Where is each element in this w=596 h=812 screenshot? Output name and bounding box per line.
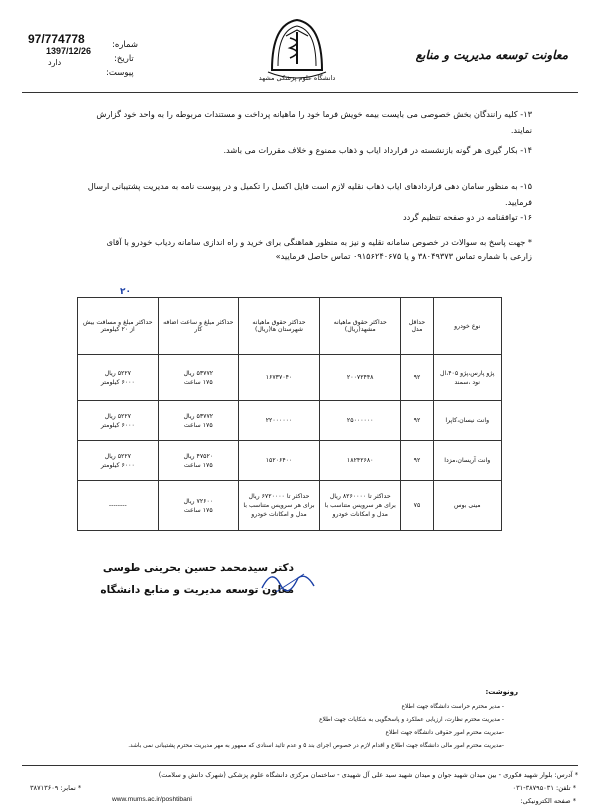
table-cell xyxy=(158,355,238,401)
footer-address: * آدرس: بلوار شهید فکوری - بین میدان شهید جوان و میدان شهید سید علی آل شهیدی - ساختمان مرکزی دانشگاه علوم پزشکی (شهرک دانش و سلامت) xyxy=(158,771,578,779)
cell-text-line: ۶۰۰۰ کیلومتر xyxy=(100,461,135,469)
cell-text-line: برای هر سرویس متناسب با xyxy=(243,502,315,509)
table-cell xyxy=(401,355,433,401)
cell-text-line: ۵۲۲۷ ریال xyxy=(104,452,131,460)
letter-date: 1397/12/26 xyxy=(46,46,92,56)
cell-text-line: مدل و امکانات خودرو xyxy=(251,511,307,518)
table-cell xyxy=(158,401,238,441)
table-cell xyxy=(433,481,501,531)
footer-website[interactable]: www.mums.ac.ir/poshtibani xyxy=(112,796,192,803)
footer-email-label: * صفحه الکترونیکی: xyxy=(520,797,576,805)
cell-text-line: ۲۲۰۰۰۰۰۰ xyxy=(265,417,293,424)
table-row xyxy=(78,481,502,531)
footer-phone: * تلفن: ۳۸۷۹۵۰۳۱-۰۳۱ xyxy=(512,784,576,792)
table-cell xyxy=(320,401,401,441)
cell-text-line: ۷۲۶۰۰ ریال xyxy=(183,497,214,505)
cc-heading: رونوشت: xyxy=(485,688,518,696)
table-cell xyxy=(78,481,159,531)
cell-text-line: پژو پارس،پژو ۴۰۵،ال نود ،سمند xyxy=(440,369,495,386)
attachment-label: پیوست: xyxy=(106,68,134,78)
cell-text-line: ۶۰۰۰ کیلومتر xyxy=(100,421,135,429)
footer-divider xyxy=(22,765,578,766)
table-cell xyxy=(433,441,501,481)
contact-note-cont: زارعی با شماره تماس ۳۸۰۴۹۳۷۳ و یا ۰۹۱۵۶۲۴۰۶۷۵ تماس حاصل فرمایید» xyxy=(275,251,532,261)
cell-text-line: برای هر سرویس متناسب با xyxy=(324,502,396,509)
signatory-title: معاون توسعه مدیریت و منابع دانشگاه xyxy=(100,584,294,596)
contact-note: * جهت پاسخ به سوالات در خصوص سامانه نقلیه و نیز به منظور هماهنگی برای خرید و راه اندازی سامانه ردیاب خودرو با آقای xyxy=(106,237,532,247)
cell-text-line: مدل و امکانات خودرو xyxy=(332,511,388,518)
cell-text-line: ۴۷۵۲۰ ریال xyxy=(183,452,214,460)
cc-item: - مدیریت محترم نظارت، ارزیابی عملکرد و پاسخگویی به شکایات جهت اطلاع xyxy=(319,717,504,723)
signatory-name: دکتر سیدمحمد حسین بحرینی طوسی xyxy=(102,562,294,574)
cell-text-line: ۱۵۲۰۶۴۰۰ xyxy=(265,457,293,464)
cell-text-line: ۹۲ xyxy=(413,417,421,424)
table-cell xyxy=(433,401,501,441)
cell-text-line: ۱۷۵ ساعت xyxy=(183,378,213,386)
table-cell xyxy=(320,355,401,401)
cell-text-line: ۵۳۷۷۲ ریال xyxy=(183,369,214,377)
table-cell xyxy=(238,355,319,401)
header-overtime: حداکثر مبلغ و ساعت اضافه کار xyxy=(158,298,238,355)
header-divider xyxy=(22,92,578,93)
table-cell xyxy=(238,441,319,481)
vehicle-rate-table xyxy=(77,297,502,531)
table-cell xyxy=(158,481,238,531)
table-cell xyxy=(433,355,501,401)
header-salary-mashhad: حداکثر حقوق ماهیانه مشهد(ریال) xyxy=(320,298,401,355)
cell-text-line: ۶۰۰۰ کیلومتر xyxy=(100,378,135,386)
header-distance: حداکثر مبلغ و مسافت بیش از ۲۰ کیلومتر xyxy=(78,298,159,355)
table-cell xyxy=(78,441,159,481)
cell-text-line: ۹۲ xyxy=(413,457,421,464)
item-15: ۱۵- به منظور سامان دهی قراردادهای ایاب ذهاب نقلیه لازم است فایل اکسل را تکمیل و در پیوست نامه به مدیریت پشتیبانی ارسال xyxy=(87,181,532,191)
table-row xyxy=(78,441,502,481)
cell-text-line: ۵۲۲۷ ریال xyxy=(104,412,131,420)
table-row xyxy=(78,355,502,401)
table-handwritten-note: ۲۰ xyxy=(120,287,131,297)
table-cell xyxy=(320,441,401,481)
item-13-cont: نمایند. xyxy=(510,125,532,135)
cell-text-line: ۱۷۵ ساعت xyxy=(183,506,213,514)
cell-text-line: ۹۲ xyxy=(413,374,421,381)
footer-fax: * نمابر: ۳۸۷۱۳۶۰۹ xyxy=(30,784,82,792)
table-cell xyxy=(401,401,433,441)
header-min-model: حداقل مدل xyxy=(401,298,433,355)
cell-text-line: وانت آریسان،مزدا xyxy=(444,457,491,464)
cell-text-line: حداکثر تا ۶۷۲۰۰۰۰ ریال xyxy=(248,493,310,500)
item-16: ۱۶- توافقنامه در دو صفحه تنظیم گردد xyxy=(402,212,532,222)
table-cell xyxy=(320,481,401,531)
cell-text-line: -------- xyxy=(108,502,127,509)
item-13: ۱۳- کلیه رانندگان بخش خصوصی می بایست بیمه خویش فرما خود را ماهیانه پرداخت و مستندات مربوطه را به واحد خود گزارش xyxy=(96,109,532,119)
cell-text-line: ۱۷۵ ساعت xyxy=(183,421,213,429)
cc-item: -مدیریت محترم امور مالی دانشگاه جهت اطلاع و اقدام لازم در خصوص اجرای بند ۵ و عدم تائید اسنادی که ممهور به مهر مدیریت محترم پشتیبانی نمی باشد. xyxy=(128,743,504,749)
cell-text-line: ۲۵۰۰۰۰۰۰ xyxy=(346,417,374,424)
cell-text-line: وانت نیسان،کاپرا xyxy=(445,417,490,424)
table-cell xyxy=(78,355,159,401)
logo-text: دانشگاه علوم پزشکی مشهد xyxy=(258,74,336,82)
cell-text-line: ۵۳۷۷۲ ریال xyxy=(183,412,214,420)
cell-text-line: ۷۵ xyxy=(413,502,421,509)
table-cell xyxy=(238,481,319,531)
cell-text-line: ۱۶۷۳۷۰۴۰ xyxy=(265,374,293,381)
item-14: ۱۴- بکار گیری هر گونه بازنشسته در قرارداد ایاب و ذهاب ممنوع و خلاف مقررات می باشد. xyxy=(223,145,532,155)
table-cell xyxy=(238,401,319,441)
cc-item: - مدیر محترم حراست دانشگاه جهت اطلاع xyxy=(401,704,504,710)
letter-number: 97/774778 xyxy=(28,32,85,46)
header-salary-towns: حداکثر حقوق ماهیانه شهرستان ها(ریال) xyxy=(238,298,319,355)
handwritten-signature xyxy=(258,566,318,596)
cell-text-line: ۱۷۵ ساعت xyxy=(183,461,213,469)
table-cell xyxy=(401,481,433,531)
cell-text-line: مینی بوس xyxy=(453,502,481,509)
letter-attachment: دارد xyxy=(48,58,62,67)
table-header-row xyxy=(78,298,502,355)
table-cell xyxy=(158,441,238,481)
cell-text-line: ۲۰۰۷۲۴۴۸ xyxy=(346,374,374,381)
cc-item: -مدیریت محترم امور حقوقی دانشگاه جهت اطلاع xyxy=(385,730,504,736)
table-row xyxy=(78,401,502,441)
table-cell xyxy=(78,401,159,441)
cell-text-line: حداکثر تا ۸۲۶۰۰۰۰ ریال xyxy=(329,493,391,500)
date-label: تاریخ: xyxy=(114,54,134,64)
item-15-cont: فرمایید. xyxy=(505,197,532,207)
office-title: معاونت توسعه مدیریت و منابع xyxy=(415,48,568,62)
cell-text-line: ۵۲۲۷ ریال xyxy=(104,369,131,377)
cell-text-line: ۱۸۲۴۲۶۸۰ xyxy=(346,457,374,464)
number-label: شماره: xyxy=(112,40,139,50)
table-cell xyxy=(401,441,433,481)
header-vehicle-type: نوع خودرو xyxy=(433,298,501,355)
